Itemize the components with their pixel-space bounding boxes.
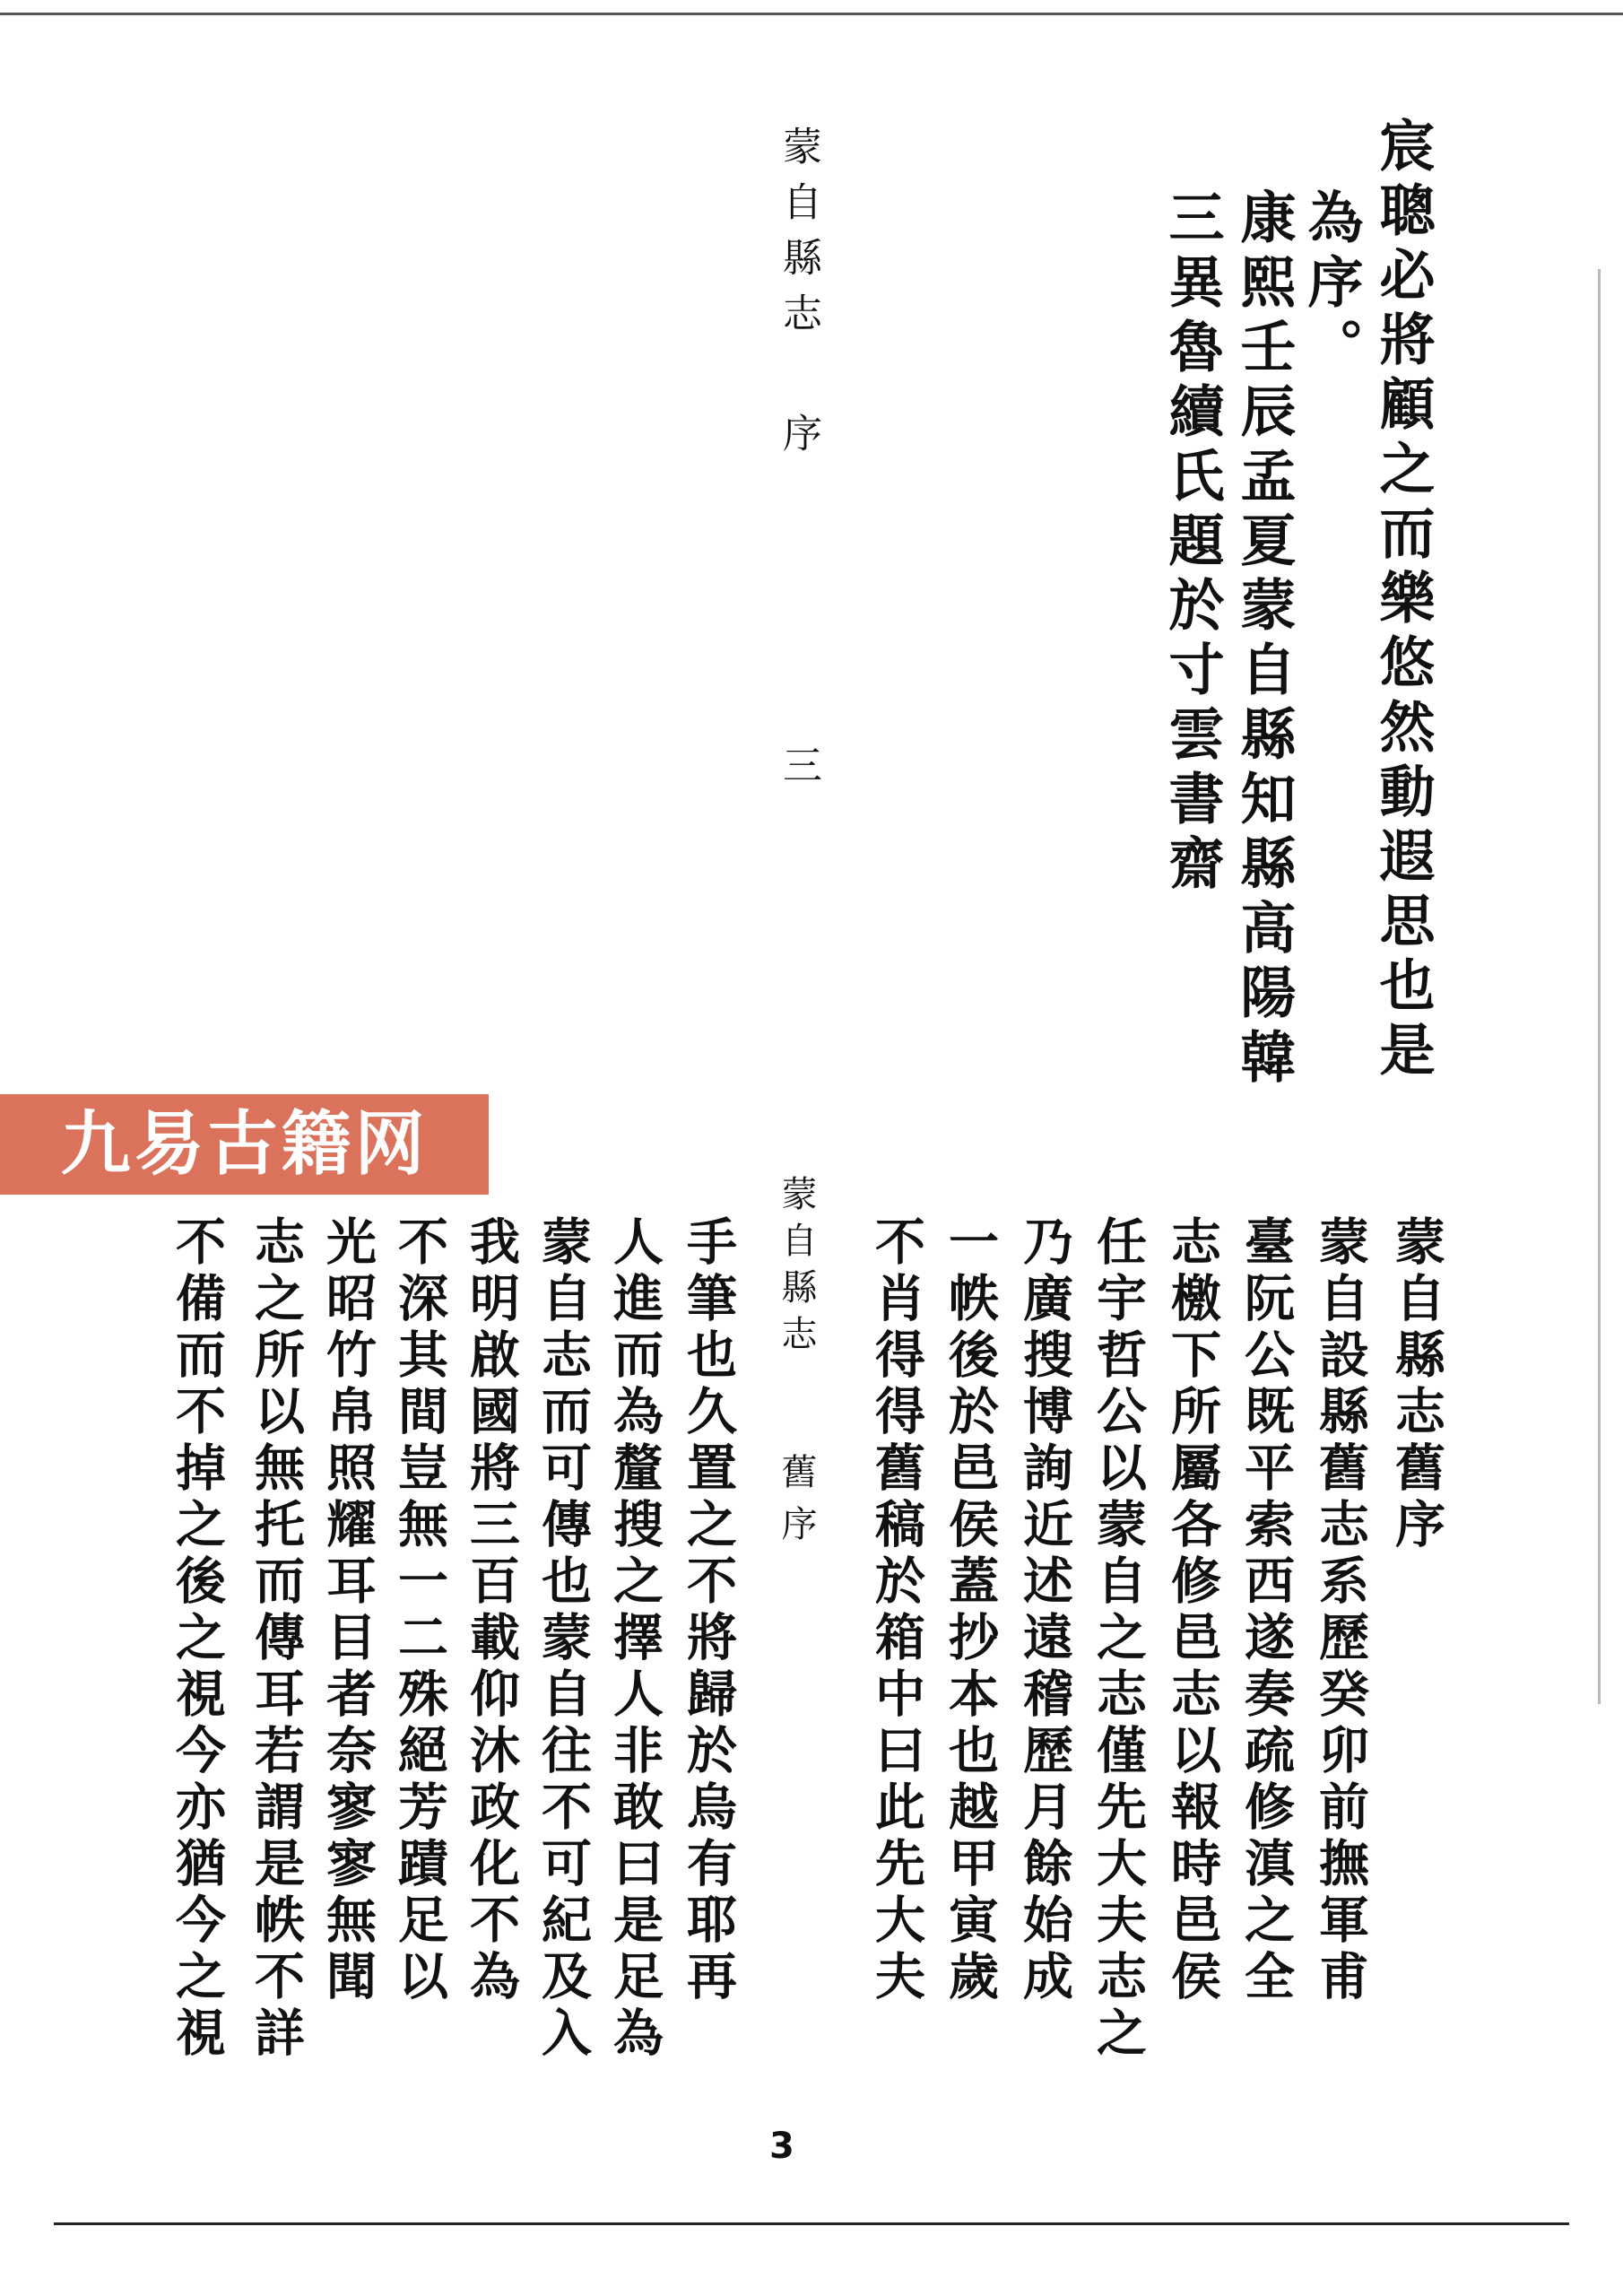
lower-left-column-6: 光昭竹帛照耀耳目者奈寥寥無聞 [318, 1215, 378, 2006]
upper-margin-section: 序 [776, 413, 821, 468]
lower-left-column-2: 人進而為釐搜之擇人非敢曰是足為 [605, 1215, 664, 2063]
upper-margin-title: 蒙自縣志 [776, 126, 821, 348]
lower-text-column-2: 臺阮公既平索西遂奏疏修滇之全 [1237, 1215, 1296, 2006]
lower-text-column-3: 志檄下所屬各修邑志以報時邑侯 [1163, 1215, 1222, 2006]
watermark-banner: 九易古籍网 [0, 1094, 489, 1195]
lower-text-column-4: 任宇哲公以蒙自之志僅先大夫志之 [1089, 1215, 1148, 2063]
upper-text-column-1: 宸聰必將顧之而樂悠然動遐思也是 [1370, 117, 1436, 1085]
lower-left-column-7: 志之所以無托而傳耳若謂是帙不詳 [247, 1215, 306, 2063]
lower-left-column-8: 不備而不掉之後之視今亦猶今之視 [168, 1215, 227, 2063]
page-edge-line [1598, 269, 1601, 1704]
lower-text-column-1: 蒙自設縣舊志系歷癸卯前撫軍甫 [1311, 1215, 1370, 2006]
upper-text-column-4: 三異魯續氏題於寸雲書齋 [1159, 188, 1225, 899]
lower-left-column-3: 蒙自志而可傳也蒙自往不可紀及入 [534, 1215, 593, 2063]
page-number: 3 [769, 2126, 794, 2167]
lower-left-column-4: 我明啟國將三百載仰沐政化不為 [462, 1215, 521, 2006]
lower-text-column-6: 一帙後於邑侯蓋抄本也越甲寅歲 [941, 1215, 1000, 2006]
upper-text-column-3: 康熙壬辰孟夏蒙自縣知縣高陽韓 [1231, 188, 1297, 1092]
lower-left-column-5: 不深其間豈無一二殊絕芳蹟足以 [390, 1215, 449, 2006]
lower-text-column-5: 乃廣搜博詢近述遠稽歷月餘始成 [1015, 1215, 1074, 2006]
lower-text-column-7: 不肖得得舊稿於箱中曰此先大夫 [867, 1215, 926, 2006]
bottom-border-line [54, 2222, 1569, 2225]
lower-left-column-1: 手筆也久置之不將歸於烏有耶再 [679, 1215, 738, 2006]
upper-text-column-2: 為序。 [1298, 188, 1364, 382]
lower-heading-column: 蒙自縣志舊序 [1387, 1215, 1446, 1554]
lower-margin-section: 舊序 [776, 1453, 817, 1557]
lower-margin-title: 蒙自縣志 [776, 1175, 817, 1361]
upper-margin-folio: 三 [776, 744, 821, 800]
top-border-line [0, 13, 1623, 15]
